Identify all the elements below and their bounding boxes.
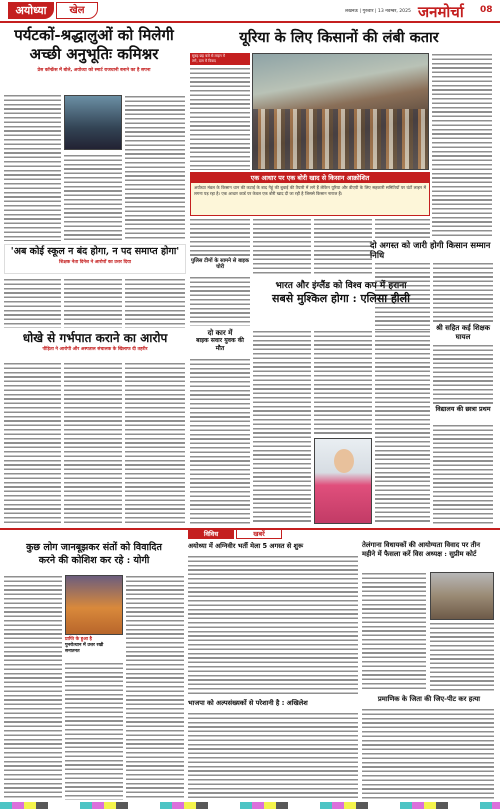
urea-headline-bar — [190, 26, 488, 52]
quote-box-text: अयोध्या मंडल के किसान धान की कटाई के बाद गेहूं की बुवाई की तैयारी में लगे हैं लेकिन यूरिया और डीएपी के लिए सहकारी समितियों पर घंटों लाइन में लगना पड़ रहा है। एक आधार कार्ड पर केवल एक बोरी खाद दी जा रही है जिससे किसान नाराज हैं। — [194, 185, 426, 196]
urea-body-col-1 — [190, 67, 250, 170]
urea-body-col-right — [432, 53, 492, 238]
quote-box-title-text: एक आधार पर एक बोरी खाद से किसान आक्रोशित — [250, 174, 370, 182]
lead-body-col-3 — [125, 95, 185, 241]
subsection-tab — [56, 2, 98, 19]
farmers-queue-photo — [252, 53, 429, 170]
telangana-headline-line2: महीने में फैसला करें विस अध्यक्ष : सुप्रीम कोर्ट — [362, 550, 477, 558]
urea-callout-line2: लगे, दाम में विवाद — [192, 59, 216, 63]
urea-body-col-2 — [190, 218, 250, 258]
brief-2-text: घायल — [455, 332, 471, 341]
saints-story — [4, 541, 184, 573]
school-subhead: शिक्षक नेता दिनेश ने आरोपों का उत्तर दिया — [59, 260, 131, 265]
lead-headline-line1: पर्यटकों-श्रद्धालुओं को मिलेगी — [14, 26, 174, 44]
urea-body-col-3 — [253, 218, 311, 276]
accident-body — [190, 358, 250, 524]
cricket-story — [253, 280, 429, 328]
urea-headline: यूरिया के लिए किसानों की लंबी कतार — [239, 29, 439, 46]
cert-story — [362, 694, 496, 706]
lead-subhead: प्रेस कॉन्फ्रेंस में बोले, अयोध्या को स्मार्ट राजधानी बनाने का है सपना — [37, 68, 151, 73]
lower-section-tab — [188, 529, 234, 539]
accident-headline-line1: दो कार में — [207, 328, 233, 337]
caption-line1: प्राप्ति के हुआ है — [65, 637, 92, 642]
quote-box-title-bar — [191, 173, 429, 183]
saints-headline-line1: कुछ लोग जानबूझकर संतों को विवादित — [26, 542, 162, 553]
cricket-headline-line2: सबसे मुश्किल होगा : एलिसा हीली — [272, 292, 410, 305]
section-label-vividh: विविध — [203, 530, 219, 538]
fraud-story — [4, 330, 186, 360]
school-body-col-1 — [4, 278, 61, 328]
accident-story — [190, 328, 250, 358]
brief-3-body — [433, 424, 493, 524]
yogi-photo-caption — [65, 637, 123, 661]
saints-body-col-1 — [4, 575, 62, 800]
saints-body-col-3 — [126, 575, 184, 800]
subsection-label: खेल — [69, 5, 85, 16]
masthead — [0, 0, 500, 22]
caption-line3: सनातनत — [65, 649, 80, 654]
telangana-headline-line1: तेलंगाना विधायकों की आयोग्यता विवाद पर तीन — [362, 541, 481, 549]
photo-crowd — [253, 109, 429, 170]
fraud-body-col-3 — [125, 362, 185, 524]
paper-name: जनमोर्चा — [418, 3, 464, 21]
brief-3-text: विद्यालय की छात्रा प्रथम — [435, 405, 491, 413]
police-story — [190, 258, 250, 276]
bjp-headline: भाजपा को अल्पसंख्यकों से परेशानी है : अखिलेश — [188, 699, 308, 707]
lead-body-col-2 — [64, 154, 122, 241]
farmer-story — [370, 240, 496, 260]
cricket-headline-line1: भारत और इंग्लैंड को विश्व कप में हराना — [275, 281, 407, 291]
cricket-body-col-3 — [375, 330, 430, 524]
agniveer-body — [188, 555, 358, 695]
bjp-body — [188, 712, 358, 800]
section-label: अयोध्या — [15, 4, 47, 17]
police-body — [190, 276, 250, 326]
fraud-body-col-1 — [4, 362, 61, 524]
fraud-body-col-2 — [64, 362, 122, 524]
saints-body-col-2 — [65, 662, 123, 800]
lower-section-tab-2 — [236, 529, 282, 539]
agniveer-story — [188, 541, 358, 553]
lead-headline-line2: अच्छी अनुभूतिः कमिश्नर — [29, 45, 159, 63]
brief-1-text: श्री सहित कई शिक्षक — [435, 323, 491, 332]
telangana-photo — [430, 572, 494, 620]
section-label-khabren: खबरें — [253, 530, 265, 538]
player-head — [334, 449, 354, 473]
lead-body-col-1 — [4, 94, 61, 241]
color-registration-strip — [0, 802, 500, 809]
urea-body-col-5 — [375, 218, 430, 238]
school-story-box — [4, 244, 186, 274]
cert-headline: प्रमाणिक के जिता की जिए-पीट कर हत्या — [377, 695, 481, 703]
agniveer-headline: अयोध्या में अग्निवीर भर्ती मेला 5 अगस्त से शुरू — [188, 542, 304, 550]
cricket-body-col-2 — [314, 330, 372, 436]
date-line: लखनऊ | गुरुवार | 13 नवम्बर, 2025 — [345, 9, 411, 14]
alyssa-healy-photo — [314, 438, 372, 524]
school-headline: 'अब कोई स्कूल न बंद होगा, न पद समाप्त होगा' — [10, 246, 180, 257]
brief-3 — [433, 405, 493, 425]
page-number: 08 — [480, 5, 493, 15]
farmer-body-col-2 — [433, 262, 493, 322]
police-headline: पुलिस टीमों के सामने से बाइक चोरी — [191, 258, 249, 271]
yogi-photo — [65, 575, 123, 635]
bjp-story — [188, 698, 358, 710]
telangana-body-col-1 — [362, 572, 426, 692]
accident-headline-line3: मौत — [215, 345, 225, 352]
telangana-body-col-2 — [430, 622, 494, 692]
school-body-col-2 — [64, 278, 122, 328]
accident-headline-line2: बाइक सवार युवक की — [196, 337, 244, 344]
school-body-col-3 — [125, 278, 185, 328]
masthead-rule — [0, 21, 500, 23]
telangana-story — [362, 541, 496, 569]
urea-callout — [190, 53, 250, 65]
commissioner-photo — [64, 95, 122, 150]
urea-callout-line1: सुबह छह बजे से लाइन में — [192, 54, 225, 58]
farmer-headline: दो अगस्त को जारी होगी किसान सम्मान निधि — [370, 240, 491, 260]
section-tab — [8, 2, 54, 19]
brief-1 — [433, 323, 493, 343]
brief-1-body — [433, 344, 493, 404]
cert-body — [362, 708, 494, 800]
fraud-headline: धोखे से गर्भपात कराने का आरोप — [22, 331, 168, 345]
fraud-subhead: पीड़िता ने आरोपी और अस्पताल संचालक के खिलाफ दी तहरीर — [42, 347, 148, 352]
saints-headline-line2: करने की कोशिश कर रहे : योगी — [38, 555, 150, 566]
quote-box — [190, 172, 430, 216]
urea-body-col-4 — [314, 218, 372, 276]
caption-line2: पुनरोत्थान में उत्तर रखी — [65, 643, 104, 648]
cricket-body-col-1 — [253, 330, 311, 524]
